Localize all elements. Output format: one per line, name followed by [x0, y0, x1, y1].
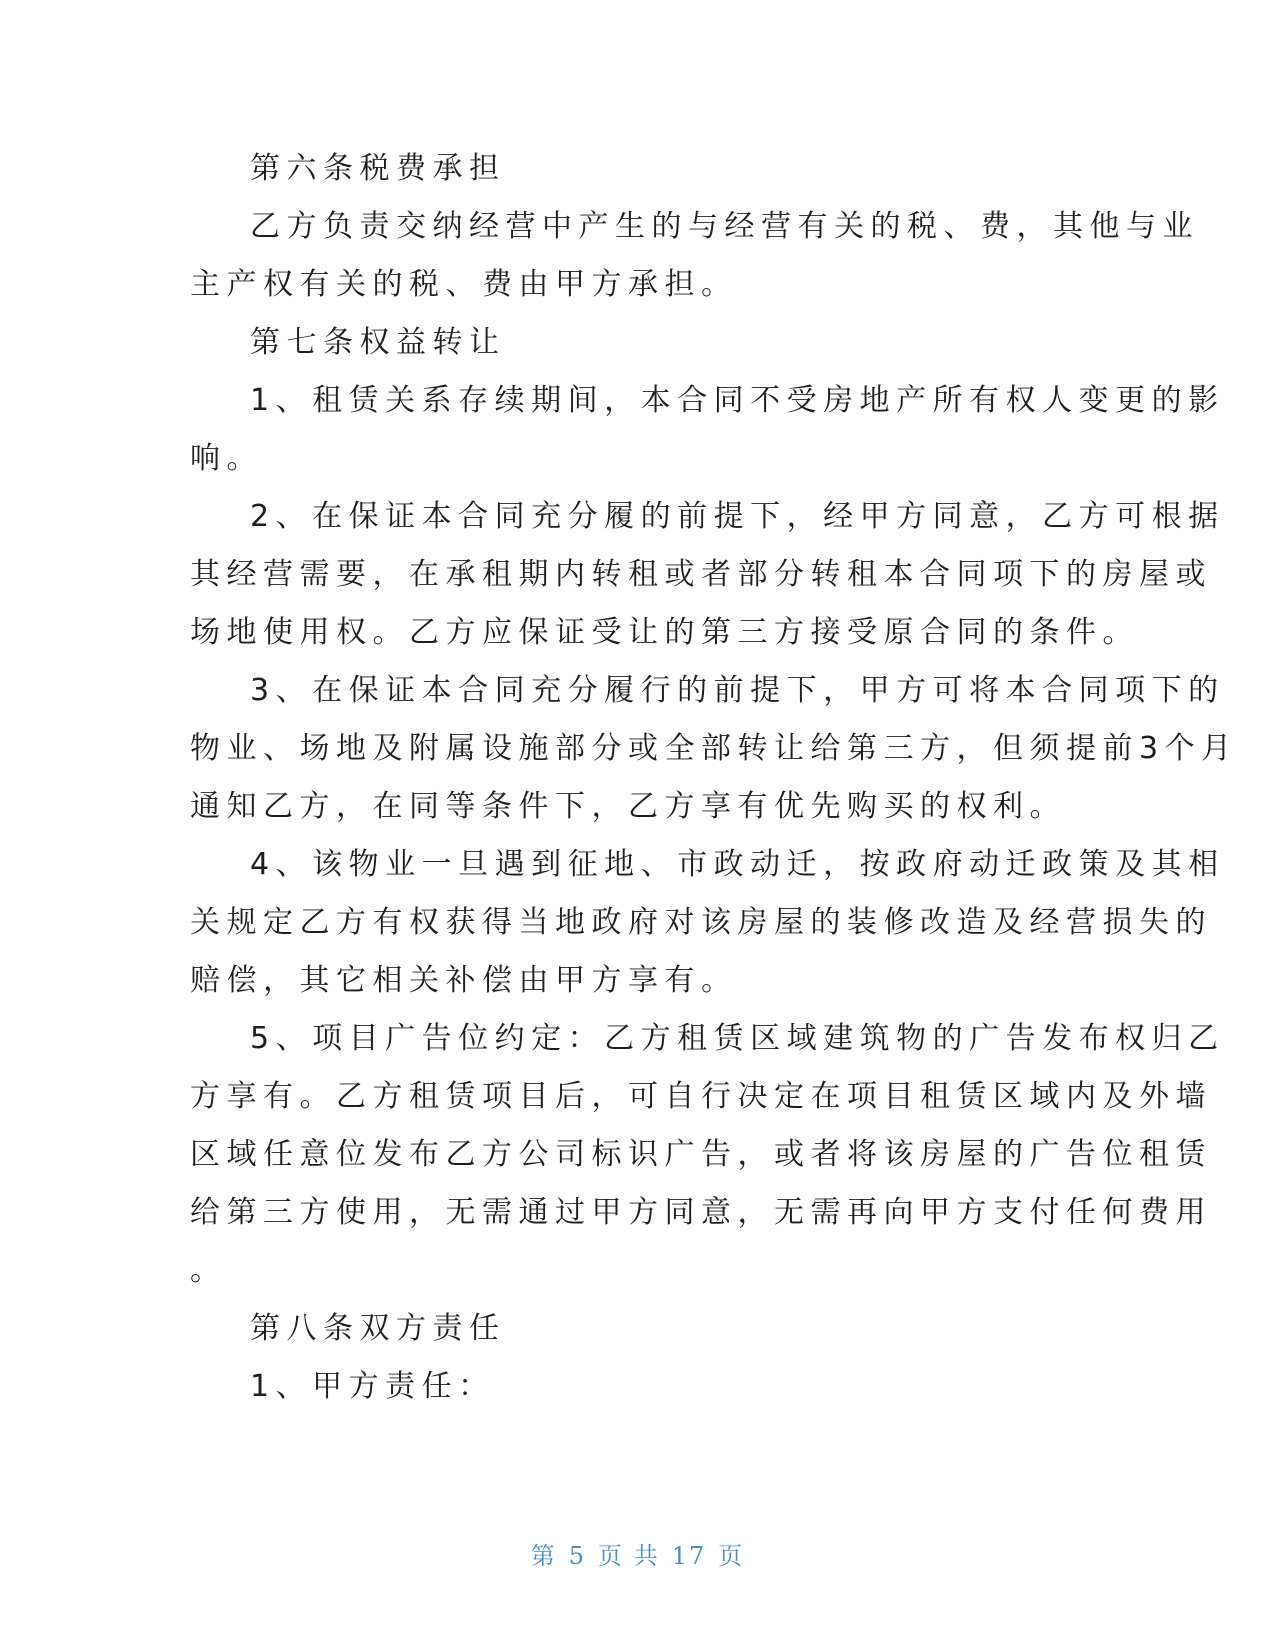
text-line: 场地使用权。乙方应保证受让的第三方接受原合同的条件。 [190, 615, 1139, 650]
text-line: 物业、场地及附属设施部分或全部转让给第三方，但须提前3个月 [190, 731, 1238, 766]
page-label-mid: 页 共 [598, 1542, 660, 1570]
text-line: 通知乙方，在同等条件下，乙方享有优先购买的权利。 [190, 789, 1066, 824]
text-line: 第八条双方责任 [250, 1311, 506, 1346]
text-line: 4、该物业一旦遇到征地、市政动迁，按政府动迁政策及其相 [250, 847, 1225, 882]
text-line: 主产权有关的税、费由甲方承担。 [190, 267, 738, 302]
text-line: 方享有。乙方租赁项目后，可自行决定在项目租赁区域内及外墙 [190, 1079, 1212, 1114]
text-line: 区域任意位发布乙方公司标识广告，或者将该房屋的广告位租赁 [190, 1137, 1212, 1172]
text-line: 赔偿，其它相关补偿由甲方享有。 [190, 963, 738, 998]
text-line: 。 [190, 1253, 227, 1288]
text-line: 1、租赁关系存续期间，本合同不受房地产所有权人变更的影 [250, 383, 1225, 418]
text-line: 第六条税费承担 [250, 151, 506, 186]
page-label-prefix: 第 [530, 1542, 557, 1570]
text-line: 其经营需要，在承租期内转租或者部分转租本合同项下的房屋或 [190, 557, 1212, 592]
total-pages-number: 17 [671, 1542, 707, 1570]
text-line: 5、项目广告位约定：乙方租赁区域建筑物的广告发布权归乙 [250, 1021, 1225, 1056]
text-line: 给第三方使用，无需通过甲方同意，无需再向甲方支付任何费用 [190, 1195, 1212, 1230]
text-line: 响。 [190, 441, 263, 476]
text-line: 1、甲方责任： [250, 1369, 495, 1404]
document-body [190, 140, 1238, 1416]
text-line: 3、在保证本合同充分履行的前提下，甲方可将本合同项下的 [250, 673, 1225, 708]
page-footer [0, 1536, 1275, 1571]
text-line: 乙方负责交纳经营中产生的与经营有关的税、费，其他与业 [250, 209, 1199, 244]
text-line: 2、在保证本合同充分履的前提下，经甲方同意，乙方可根据 [250, 499, 1225, 534]
page-label-suffix: 页 [718, 1542, 745, 1570]
text-line: 第七条权益转让 [250, 325, 506, 360]
text-line: 关规定乙方有权获得当地政府对该房屋的装修改造及经营损失的 [190, 905, 1212, 940]
current-page-number: 5 [568, 1542, 587, 1570]
